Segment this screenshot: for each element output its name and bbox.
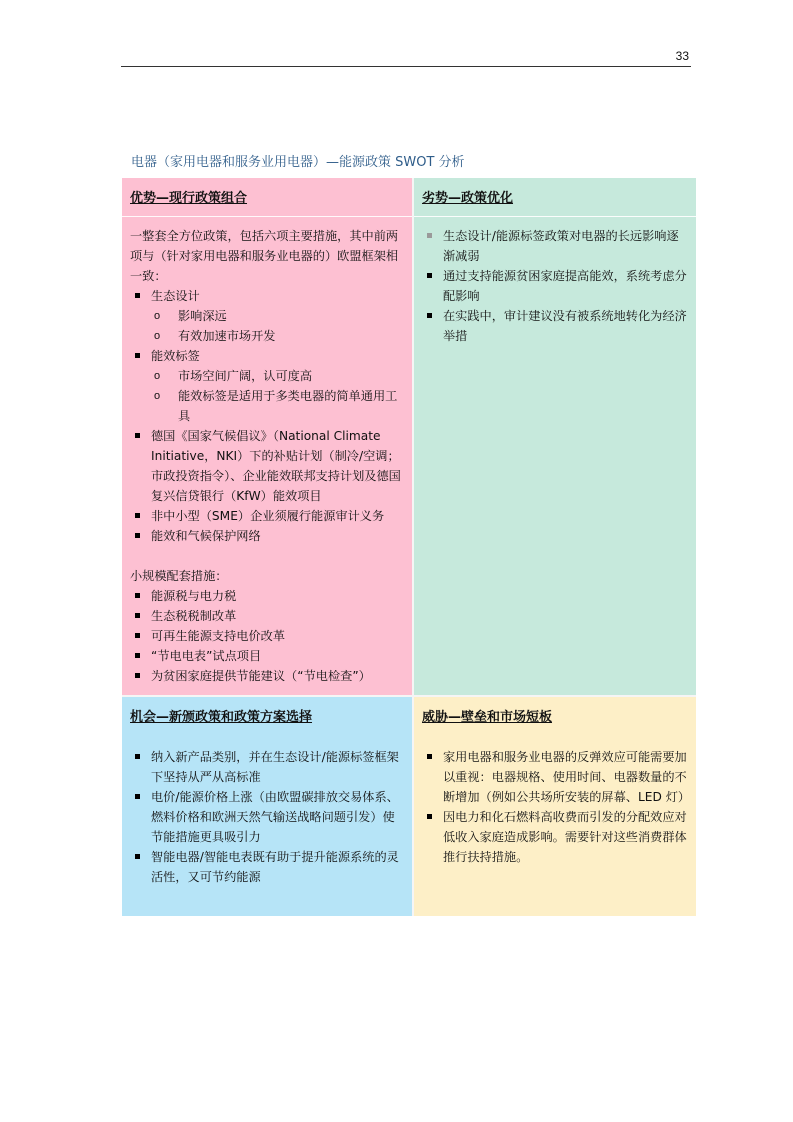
square-bullet-icon [135,673,140,678]
square-bullet-icon [135,794,140,799]
strengths-list [130,286,403,546]
list-item-text: 生态设计 [151,289,200,303]
square-bullet-icon [135,854,140,859]
small-measures-list [130,586,403,686]
list-item-text: 纳入新产品类别，并在生态设计/能源标签框架下坚持从严从高标准 [151,750,399,784]
list-item-text: 通过支持能源贫困家庭提高能效，系统考虑分配影响 [443,269,687,303]
square-bullet-icon [135,633,140,638]
square-bullet-icon [135,433,140,438]
list-item [130,286,403,346]
list-item [130,847,403,887]
list-item [130,586,403,606]
list-item-text: 电价/能源价格上涨（由欧盟碳排放交易体系、燃料价格和欧洲天然气输送战略问题引发）使节能措施更具吸引力 [151,790,399,844]
list-item [422,807,687,867]
square-bullet-icon [135,653,140,658]
square-bullet-icon [135,593,140,598]
list-item-text: 能效标签 [151,349,200,363]
list-item [130,426,403,506]
square-bullet-icon [427,273,432,278]
list-item [422,226,687,266]
sub-list-item [151,386,403,426]
list-item [130,346,403,426]
list-item [422,266,687,306]
strengths-heading: 优势—现行政策组合 [122,188,412,217]
sub-list-item-text: 能效标签是适用于多类电器的简单通用工具 [178,389,398,423]
threats-heading: 威胁—壁垒和市场短板 [422,710,553,725]
square-bullet-icon [135,353,140,358]
list-item [130,606,403,626]
square-bullet-icon [427,233,432,238]
swot-table [122,178,696,916]
strengths-intro: 一整套全方位政策，包括六项主要措施，其中前两项与（针对家用电器和服务业电器的）欧盟框架相一致： [130,229,399,283]
strengths-quadrant [122,178,414,697]
list-item [130,526,403,546]
sub-list [151,366,403,426]
circle-bullet-icon: o [154,330,161,342]
list-item-text: 因电力和化石燃料高收费而引发的分配效应对低收入家庭造成影响。需要针对这些消费群体推行扶持措施。 [443,810,687,864]
spacer [130,546,403,566]
sub-list-item-text: 影响深远 [178,309,227,323]
list-item-text: 能效和气候保护网络 [151,529,261,543]
square-bullet-icon [427,814,432,819]
sub-list-item [151,306,403,326]
circle-bullet-icon: o [154,390,161,402]
list-item-text: 家用电器和服务业电器的反弹效应可能需要加以重视：电器规格、使用时间、电器数量的不断增加（例如公共场所安装的屏幕、LED 灯） [443,750,691,804]
list-item-text: “节电电表”试点项目 [151,649,262,663]
sub-list-item-text: 市场空间广阔，认可度高 [178,369,313,383]
opportunities-quadrant [122,697,414,916]
list-item [130,747,403,787]
list-item [130,626,403,646]
sub-list-item-text: 有效加速市场开发 [178,329,276,343]
list-item [130,787,403,847]
square-bullet-icon [135,293,140,298]
list-item-text: 德国《国家气候倡议》（National Climate Initiative，NKI）下的补贴计划（制冷/空调；市政投资指令）、企业能效联邦支持计划及德国复兴信贷银行（KfW）能效项目 [151,429,401,503]
page-number: 33 [675,49,689,63]
sub-list-item [151,366,403,386]
threats-quadrant [414,697,696,916]
list-item [130,506,403,526]
sub-list [151,306,403,346]
threats-list [422,747,691,867]
list-item [130,666,403,686]
circle-bullet-icon: o [154,310,161,322]
opportunities-list [130,747,403,887]
square-bullet-icon [427,313,432,318]
square-bullet-icon [135,533,140,538]
list-item-text: 智能电器/智能电表既有助于提升能源系统的灵活性，又可节约能源 [151,850,399,884]
weaknesses-heading: 劣势—政策优化 [414,188,696,217]
list-item-text: 非中小型（SME）企业须履行能源审计义务 [151,509,385,523]
weaknesses-quadrant [414,178,696,697]
list-item [422,306,687,346]
list-item-text: 可再生能源支持电价改革 [151,629,286,643]
square-bullet-icon [135,754,140,759]
list-item [422,747,691,807]
header-rule [121,66,691,67]
opportunities-heading: 机会—新颁政策和政策方案选择 [130,710,313,725]
small-measures-heading: 小规模配套措施： [130,569,228,583]
list-item-text: 在实践中，审计建议没有被系统地转化为经济举措 [443,309,687,343]
weaknesses-list [422,226,687,346]
square-bullet-icon [135,513,140,518]
list-item [130,646,403,666]
square-bullet-icon [135,613,140,618]
list-item-text: 生态税税制改革 [151,609,237,623]
swot-title: 电器（家用电器和服务业用电器）—能源政策 SWOT 分析 [131,155,465,170]
circle-bullet-icon: o [154,370,161,382]
sub-list-item [151,326,403,346]
list-item-text: 生态设计/能源标签政策对电器的长远影响逐渐减弱 [443,229,679,263]
list-item-text: 为贫困家庭提供节能建议（“节电检查”） [151,669,371,683]
square-bullet-icon [427,754,432,759]
list-item-text: 能源税与电力税 [151,589,237,603]
